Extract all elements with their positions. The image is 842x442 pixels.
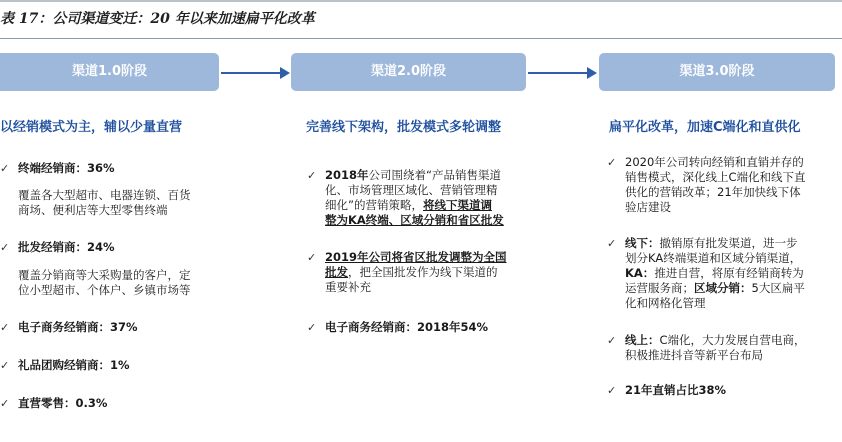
item-description: 细化”的营销策略，将线下渠道调 <box>325 198 492 212</box>
column-2-heading: 完善线下架构，批发模式多轮调整 <box>306 120 502 135</box>
item-description: 批发，把全国批发作为线下渠道的 <box>325 265 498 279</box>
check-icon: ✓ <box>607 334 617 347</box>
list-item: ✓ 2019年公司将省区批发调整为全国 <box>307 250 507 264</box>
item-label: 批发经销商：24% <box>18 240 115 254</box>
item-description: 验店建设 <box>625 200 671 214</box>
list-item: ✓ 2020年公司转向经销和直销并存的 <box>607 155 804 169</box>
list-item <box>0 396 108 411</box>
caption-divider <box>0 38 842 39</box>
item-description: 覆盖分销商等大采购量的客户，定 <box>18 268 191 282</box>
item-description: KA：推进自营，将原有经销商转为 <box>625 266 804 280</box>
list-item <box>0 358 130 373</box>
list-item <box>307 320 489 335</box>
list-item: ✓ 2018年公司围绕着“产品销售渠道 <box>307 168 501 182</box>
check-icon: ✓ <box>307 251 317 264</box>
check-icon: ✓ <box>0 397 10 410</box>
item-description: 运营服务商；区域分销：5大区扁平 <box>625 281 805 295</box>
item-label: 电子商务经销商：37% <box>18 320 138 334</box>
arrow-right-icon <box>528 72 588 74</box>
check-icon: ✓ <box>307 169 317 182</box>
item-description: 划分KA终端渠道和区域分销渠道， <box>625 251 802 265</box>
check-icon: ✓ <box>0 241 10 254</box>
item-description: 商场、便利店等大型零售终端 <box>18 203 168 217</box>
list-item: ✓ 线上：C端化，大力发展自营电商， <box>607 333 806 347</box>
list-item <box>0 240 115 255</box>
item-description: 重要补充 <box>325 280 371 294</box>
top-divider <box>0 0 842 2</box>
table-caption: 表 17：公司渠道变迁：20 年以来加速扁平化改革 <box>0 11 315 27</box>
list-item <box>0 320 138 335</box>
arrow-right-icon <box>221 72 281 74</box>
item-description: 覆盖各大型超市、电器连锁、百货 <box>18 188 191 202</box>
item-label: 终端经销商：36% <box>18 161 115 175</box>
item-label: 礼品团购经销商：1% <box>18 358 130 372</box>
item-label: 直营零售：0.3% <box>18 396 108 410</box>
item-description: 整为KA终端、区域分销和省区批发 <box>325 213 504 227</box>
column-3-heading: 扁平化改革，加速C端化和直供化 <box>609 120 801 135</box>
stage-3-box: 渠道3.0阶段 <box>599 53 835 91</box>
check-icon: ✓ <box>607 156 617 169</box>
check-icon: ✓ <box>0 162 10 175</box>
item-description: 化和网格化管理 <box>625 296 706 310</box>
item-description: 销售模式，深化线上C端化和线下直 <box>625 170 806 184</box>
list-item <box>0 161 115 176</box>
item-label: 电子商务经销商：2018年54% <box>325 320 489 334</box>
check-icon: ✓ <box>607 384 617 397</box>
list-item <box>607 383 727 398</box>
item-description: 化、市场管理区域化、营销管理精 <box>325 183 498 197</box>
item-description: 积极推进抖音等新平台布局 <box>625 348 763 362</box>
check-icon: ✓ <box>0 321 10 334</box>
stage-2-box: 渠道2.0阶段 <box>291 53 526 91</box>
column-1-heading: 以经销模式为主，辅以少量直营 <box>0 120 183 135</box>
check-icon: ✓ <box>0 359 10 372</box>
stage-1-box: 渠道1.0阶段 <box>0 53 219 91</box>
check-icon: ✓ <box>307 321 317 334</box>
item-description: 供化的营销改革；21年加快线下体 <box>625 185 801 199</box>
check-icon: ✓ <box>607 237 617 250</box>
item-description: 位小型超市、个体户、乡镇市场等 <box>18 283 191 297</box>
list-item: ✓ 线下：撤销原有批发渠道，进一步 <box>607 236 798 250</box>
item-label: 21年直销占比38% <box>625 383 727 397</box>
